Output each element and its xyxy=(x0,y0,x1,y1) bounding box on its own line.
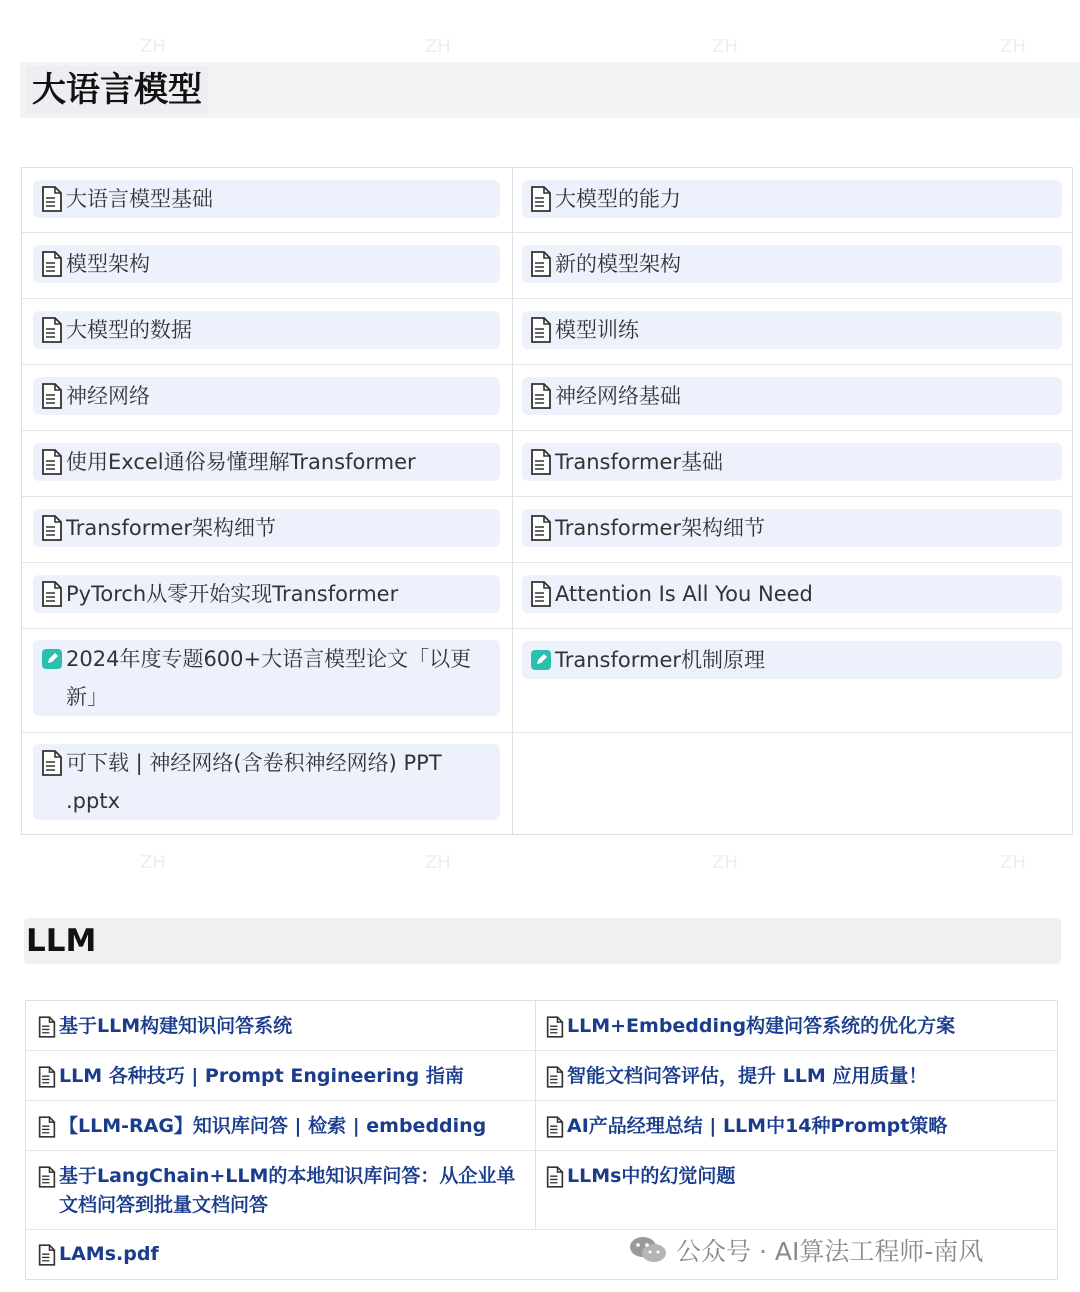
article-link[interactable] xyxy=(546,1062,1046,1091)
row-divider xyxy=(22,232,1072,233)
note-icon xyxy=(530,649,552,671)
article-link-label: 神经网络基础 xyxy=(555,384,681,408)
article-link-label: Transformer基础 xyxy=(555,450,724,474)
article-link-label: PyTorch从零开始实现Transformer xyxy=(66,582,399,606)
article-link[interactable] xyxy=(33,245,500,283)
article-link[interactable] xyxy=(33,575,500,613)
row-divider xyxy=(22,364,1072,365)
article-link-label: 可下载 | 神经网络(含卷积神经网络) PPT .pptx xyxy=(66,751,442,813)
document-icon xyxy=(530,317,552,343)
wechat-watermark xyxy=(628,1232,983,1268)
article-link[interactable] xyxy=(33,377,500,415)
article-link-label: 使用Excel通俗易懂理解Transformer xyxy=(66,450,416,474)
document-icon xyxy=(530,515,552,541)
watermark-text: 公众号 · AI算法工程师-南风 xyxy=(676,1237,984,1266)
note-icon xyxy=(41,648,63,670)
article-link[interactable] xyxy=(33,640,500,716)
document-icon xyxy=(530,383,552,409)
wechat-icon xyxy=(628,1235,668,1265)
document-icon xyxy=(546,1166,564,1188)
article-link[interactable] xyxy=(546,1112,1046,1141)
article-link-label: 大语言模型基础 xyxy=(66,187,213,211)
article-link[interactable] xyxy=(522,443,1062,481)
article-link[interactable] xyxy=(522,245,1062,283)
background-watermark: ZH xyxy=(425,852,451,873)
article-link[interactable] xyxy=(38,1012,518,1041)
article-link-label: 神经网络 xyxy=(66,384,150,408)
row-divider xyxy=(26,1100,1057,1101)
document-icon xyxy=(530,581,552,607)
background-watermark: ZH xyxy=(140,852,166,873)
article-link[interactable] xyxy=(33,311,500,349)
document-icon xyxy=(41,383,63,409)
document-icon xyxy=(41,317,63,343)
background-watermark: ZH xyxy=(712,36,738,57)
article-link-label: 模型训练 xyxy=(555,318,639,342)
article-link-label: AI产品经理总结 | LLM中14种Prompt策略 xyxy=(567,1115,948,1137)
article-link-label: 模型架构 xyxy=(66,252,150,276)
document-icon xyxy=(38,1066,56,1088)
document-icon xyxy=(38,1244,56,1266)
document-icon xyxy=(41,515,63,541)
document-icon xyxy=(41,581,63,607)
row-divider xyxy=(22,298,1072,299)
article-link-label: 大模型的数据 xyxy=(66,318,192,342)
row-divider xyxy=(26,1150,1057,1151)
column-divider xyxy=(512,168,513,834)
article-link[interactable] xyxy=(33,443,500,481)
document-icon xyxy=(41,186,63,212)
article-link-label: 大模型的能力 xyxy=(555,187,681,211)
article-link[interactable] xyxy=(522,575,1062,613)
article-link-label: Transformer机制原理 xyxy=(555,648,766,672)
article-link-label: Transformer架构细节 xyxy=(66,516,277,540)
article-link[interactable] xyxy=(38,1240,518,1269)
article-link[interactable] xyxy=(522,509,1062,547)
article-link[interactable] xyxy=(33,180,500,218)
article-link-label: Attention Is All You Need xyxy=(555,582,813,606)
article-link-label: LLMs中的幻觉问题 xyxy=(567,1165,736,1187)
article-link[interactable] xyxy=(522,377,1062,415)
row-divider xyxy=(22,496,1072,497)
document-icon xyxy=(41,251,63,277)
document-icon xyxy=(38,1016,56,1038)
article-link-label: 新的模型架构 xyxy=(555,252,681,276)
document-icon xyxy=(41,750,63,776)
article-link-label: LAMs.pdf xyxy=(59,1243,159,1265)
document-icon xyxy=(38,1166,56,1188)
article-link-label: 2024年度专题600+大语言模型论文「以更新」 xyxy=(66,647,472,709)
article-link[interactable] xyxy=(522,180,1062,218)
section-header-band xyxy=(24,918,1061,964)
row-divider xyxy=(26,1050,1057,1051)
row-divider xyxy=(26,1229,1057,1230)
document-icon xyxy=(530,186,552,212)
document-icon xyxy=(546,1016,564,1038)
article-link-label: LLM+Embedding构建问答系统的优化方案 xyxy=(567,1015,956,1037)
article-link[interactable] xyxy=(38,1062,518,1091)
document-icon xyxy=(546,1116,564,1138)
background-watermark: ZH xyxy=(712,852,738,873)
document-icon xyxy=(41,449,63,475)
article-link-label: 智能文档问答评估，提升 LLM 应用质量！ xyxy=(567,1065,928,1087)
background-watermark: ZH xyxy=(425,36,451,57)
row-divider xyxy=(22,562,1072,563)
article-link[interactable] xyxy=(38,1112,518,1141)
article-link-label: LLM 各种技巧 | Prompt Engineering 指南 xyxy=(59,1065,464,1087)
section-title-llm: LLM xyxy=(26,923,97,959)
document-icon xyxy=(38,1116,56,1138)
row-divider xyxy=(22,430,1072,431)
article-link-label: Transformer架构细节 xyxy=(555,516,766,540)
article-link[interactable] xyxy=(33,744,500,820)
article-link[interactable] xyxy=(38,1162,518,1220)
background-watermark: ZH xyxy=(1000,36,1026,57)
article-link[interactable] xyxy=(522,641,1062,679)
background-watermark: ZH xyxy=(140,36,166,57)
article-link-label: 基于LangChain+LLM的本地知识库问答：从企业单文档问答到批量文档问答 xyxy=(59,1165,516,1216)
document-icon xyxy=(530,251,552,277)
article-link-label: 【LLM-RAG】知识库问答 | 检索 | embedding xyxy=(59,1115,487,1137)
article-link[interactable] xyxy=(546,1012,1046,1041)
article-link[interactable] xyxy=(33,509,500,547)
section-title-llm-cn: 大语言模型 xyxy=(26,66,208,114)
article-link[interactable] xyxy=(522,311,1062,349)
article-link-label: 基于LLM构建知识问答系统 xyxy=(59,1015,293,1037)
article-link[interactable] xyxy=(546,1162,1046,1191)
row-divider xyxy=(22,732,1072,733)
row-divider xyxy=(22,628,1072,629)
column-divider xyxy=(535,1001,536,1230)
background-watermark: ZH xyxy=(1000,852,1026,873)
document-icon xyxy=(530,449,552,475)
document-icon xyxy=(546,1066,564,1088)
